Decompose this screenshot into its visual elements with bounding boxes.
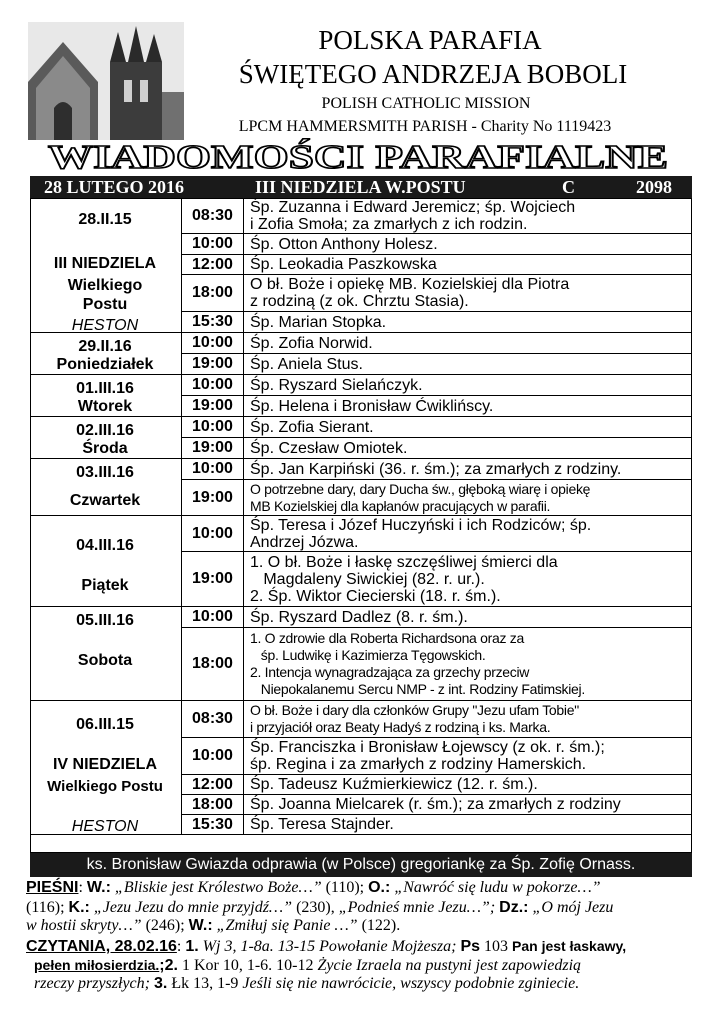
day-date: 04.III.16 [76, 537, 134, 554]
song-entrance-num: (110); [325, 879, 365, 896]
day-cell [30, 459, 182, 516]
intention-line: Śp. Czesław Omiotek. [250, 439, 408, 457]
parish-title-line1: POLSKA PARAFIA [318, 25, 542, 55]
mass-intention [250, 628, 688, 700]
mass-time: 19:00 [182, 552, 244, 606]
mass-time: 18:00 [182, 275, 244, 311]
intention-line: Śp. Ryszard Sielańczyk. [250, 376, 423, 394]
day-label: Wielkiego Postu [47, 778, 163, 795]
song-communion-label: K.: [68, 899, 90, 916]
mass-intention [250, 459, 688, 479]
intention-line: Śp. Zofia Sierant. [250, 418, 374, 436]
day-cell [30, 198, 182, 333]
mass-intention [250, 255, 688, 274]
mass-row [182, 234, 692, 255]
mass-row [182, 312, 692, 333]
mass-time: 08:30 [182, 701, 244, 737]
mass-intention [250, 480, 688, 515]
mass-row [182, 795, 692, 815]
songs-line-2 [26, 899, 613, 917]
songs-label: PIEŚNI [26, 879, 79, 896]
intention-line: MB Kozielskiej dla kapłanów pracujących w parafii. [250, 497, 551, 514]
mass-intention [250, 795, 688, 814]
intention-line: Śp. Marian Stopka. [250, 313, 387, 331]
readings-line-2 [34, 956, 581, 975]
mass-intention [250, 438, 688, 458]
mass-intention [250, 701, 688, 737]
intention-line: Śp. Teresa i Józef Huczyński i ich Rodziców; śp. [250, 516, 592, 534]
intention-line: Śp. Otton Anthony Holesz. [250, 235, 438, 253]
reading2-num: ;2. [159, 957, 178, 974]
song-offertory-label: O.: [368, 879, 391, 896]
psalm-label: Ps [460, 938, 481, 955]
church-image [28, 22, 184, 140]
mass-row [182, 438, 692, 459]
mass-intention [250, 354, 688, 374]
day-date: 05.III.16 [76, 612, 134, 629]
day-date: 02.III.16 [76, 422, 134, 439]
mass-time: 19:00 [182, 396, 244, 416]
reading3-title: Jeśli się nie nawrócicie, wszyscy podobnie zginiecie. [242, 975, 580, 992]
song-entrance: „Bliskie jest Królestwo Boże…” [114, 879, 322, 896]
mass-intention [250, 333, 688, 353]
mass-time: 15:30 [182, 312, 244, 332]
songs-line-3 [26, 917, 400, 935]
mass-row [182, 516, 692, 552]
mass-intention [250, 234, 688, 254]
mass-time: 19:00 [182, 480, 244, 515]
song-thanksgiving-2: w hostii skryty…” [26, 917, 142, 934]
day-label: HESTON [71, 818, 139, 835]
intention-line: z rodziną (z ok. Chrztu Stasia). [250, 293, 469, 310]
day-date: 28.II.15 [78, 211, 132, 228]
intention-line: 2. Śp. Wiktor Ciecierski (18. r. śm.). [250, 587, 501, 605]
mass-time: 10:00 [182, 607, 244, 627]
intention-line: Śp. Ryszard Dadlez (8. r. śm.). [250, 608, 468, 626]
newsletter-banner [44, 138, 672, 178]
intention-line: Śp. Teresa Stajnder. [250, 816, 394, 833]
intention-line: Śp. Aniela Stus. [250, 355, 363, 373]
intention-line: 2. Intencja wynagradzająca za grzechy przeciw [250, 664, 530, 680]
mass-time: 18:00 [182, 628, 244, 700]
mass-row [182, 354, 692, 375]
mass-intention [250, 396, 688, 416]
reading1-ref: Wj 3, 1-8a. 13-15 [202, 938, 316, 955]
mass-row [182, 417, 692, 438]
mass-time: 12:00 [182, 775, 244, 794]
intention-line: i Zofia Smoła; za zmarłych z ich rodzin. [250, 215, 528, 233]
mass-intention [250, 312, 688, 332]
day-cell [30, 701, 182, 835]
intention-line: Śp. Zuzanna i Edward Jeremicz; śp. Wojciech [250, 198, 576, 216]
day-cell [30, 375, 182, 417]
day-date: 03.III.16 [76, 464, 134, 481]
mass-intention [250, 815, 688, 834]
song-communion-num: (230), [296, 899, 335, 916]
mass-intention [250, 607, 688, 627]
mass-row [182, 775, 692, 795]
reading3-num: 3. [153, 975, 168, 992]
day-label: Postu [82, 296, 128, 313]
mass-row [182, 255, 692, 275]
mass-row [182, 396, 692, 417]
mass-time: 10:00 [182, 333, 244, 353]
reading2-title: Życie Izraela na pustyni jest zapowiedzią [317, 957, 582, 974]
mass-intention [250, 375, 688, 395]
day-date: 06.III.15 [76, 716, 134, 733]
song-communion-2: „Podnieś mnie Jezu…”; [338, 899, 496, 916]
mass-intention [250, 198, 688, 233]
mass-time: 19:00 [182, 438, 244, 458]
mass-row [182, 459, 692, 480]
songs-line-1: PIEŚNI: W.: „Bliskie jest Królestwo Boże…” (110); O.: „Nawróć się ludu w pokorze…” [26, 879, 601, 896]
mass-row [182, 375, 692, 396]
intention-line: i przyjaciół oraz Beaty Hadyś z rodziną i ks. Marka. [250, 719, 551, 735]
intention-line: Śp. Zofia Norwid. [250, 334, 373, 352]
intention-line: śp. Ludwikę i Kazimierza Tęgowskich. [250, 647, 486, 663]
song-entrance-label: W.: [86, 879, 111, 896]
notice-band: ks. Bronisław Gwiazda odprawia (w Polsce) gregoriankę za Śp. Zofię Ornass. [30, 853, 692, 877]
bulletin-number: 2098 [636, 177, 672, 197]
song-recessional: „Zmiłuj się Panie …” [216, 917, 358, 934]
day-label: Poniedziałek [56, 356, 154, 373]
intention-line: 1. O zdrowie dla Roberta Richardsona oraz za [250, 630, 524, 646]
intention-line: Niepokalanemu Sercu NMP - z int. Rodziny Fatimskiej. [250, 681, 585, 697]
day-label: III NIEDZIELA [53, 255, 157, 272]
reading2-ref: 1 Kor 10, 1-6. 10-12 [181, 957, 314, 974]
mass-intention [250, 275, 688, 311]
mass-row [182, 815, 692, 835]
mass-row [182, 275, 692, 312]
song-offertory-num: (116); [26, 899, 65, 916]
day-label: Czwartek [69, 492, 141, 509]
mass-row [182, 552, 692, 607]
mass-row [182, 333, 692, 354]
intention-line: O bł. Boże i dary dla członków Grupy "Jezu ufam Tobie" [250, 702, 579, 718]
mass-time: 10:00 [182, 459, 244, 479]
intention-line: Śp. Leokadia Paszkowska [250, 256, 437, 273]
intention-line: Magdaleny Siwickiej (82. r. ur.). [250, 570, 485, 588]
mass-row [182, 607, 692, 628]
day-label: IV NIEDZIELA [52, 756, 157, 773]
mass-row [182, 701, 692, 738]
intention-line: 1. O bł. Boże i łaskę szczęśliwej śmierci dla [250, 553, 558, 571]
readings-line-3 [34, 975, 579, 993]
intention-line: Śp. Helena i Bronisław Ćwiklińscy. [250, 397, 494, 415]
mission-name: POLISH CATHOLIC MISSION [321, 95, 531, 112]
song-thanksgiving-num: (246); [145, 917, 185, 934]
mass-time: 12:00 [182, 255, 244, 274]
bulletin-date: 28 LUTEGO 2016 [44, 177, 185, 197]
mass-time: 10:00 [182, 738, 244, 774]
date-band [30, 176, 692, 198]
intention-line: Śp. Tadeusz Kuźmierkiewicz (12. r. śm.). [250, 776, 538, 793]
mass-schedule [30, 198, 692, 853]
reading1-title: Powołanie Mojżesza; [319, 938, 457, 955]
banner-text: WIADOMOŚCI PARAFIALNE [48, 139, 515, 176]
reading2-title-2: rzeczy przyszłych; [34, 975, 150, 992]
song-communion: „Jezu Jezu do mnie przyjdź…” [93, 899, 293, 916]
mass-time: 10:00 [182, 234, 244, 254]
psalm-text: Pan jest łaskawy, [512, 938, 627, 954]
reading3-ref: Łk 13, 1-9 [171, 975, 239, 992]
day-label: Środa [82, 440, 128, 457]
intention-line: O potrzebne dary, dary Ducha św., głęboką wiarę i opiekę [250, 480, 591, 497]
liturgical-sunday: III NIEDZIELA W.POSTU [255, 177, 466, 197]
mass-row [182, 198, 692, 234]
mass-time: 19:00 [182, 354, 244, 374]
readings-line-1: CZYTANIA, 28.02.16: 1. Wj 3, 1-8a. 13-15 Powołanie Mojżesza; Ps 103 Pan jest łaskawy, [26, 938, 627, 955]
mass-intention [250, 775, 688, 794]
day-label: HESTON [71, 317, 139, 334]
day-label: Wielkiego [67, 277, 143, 294]
mass-time: 15:30 [182, 815, 244, 834]
mass-time: 18:00 [182, 795, 244, 814]
intention-line: Śp. Franciszka i Bronisław Łojewscy (z ok. r. śm.); [250, 739, 605, 756]
mass-time: 08:30 [182, 198, 244, 233]
song-thanksgiving: „O mój Jezu [532, 899, 614, 916]
mass-time: 10:00 [182, 375, 244, 395]
day-label: Wtorek [77, 398, 133, 415]
day-label: Sobota [77, 652, 133, 669]
mass-intention [250, 516, 688, 551]
day-label: Piątek [81, 577, 129, 594]
song-recessional-label: W.: [188, 917, 213, 934]
day-date: 29.II.16 [78, 338, 132, 355]
mass-intention [250, 552, 688, 606]
psalm-text-2: pełen miłosierdzia. [34, 957, 160, 973]
readings-label: CZYTANIA, 28.02.16 [26, 938, 177, 955]
intention-line: Śp. Joanna Mielcarek (r. śm.); za zmarłych z rodziny [250, 796, 621, 813]
day-cell [30, 417, 182, 459]
parish-title-line2: ŚWIĘTEGO ANDRZEJA BOBOLI [238, 59, 628, 89]
day-cell [30, 607, 182, 701]
day-cell [30, 333, 182, 375]
mass-intention [250, 417, 688, 437]
psalm-num: 103 [484, 938, 509, 955]
reading1-num: 1. [185, 938, 199, 955]
song-recessional-num: (122). [361, 917, 401, 934]
day-date: 01.III.16 [76, 380, 134, 397]
mass-intention [250, 738, 688, 774]
mass-time: 10:00 [182, 417, 244, 437]
mass-row [182, 480, 692, 516]
mass-row [182, 738, 692, 775]
intention-line: Andrzej Józwa. [250, 533, 359, 551]
charity-line: LPCM HAMMERSMITH PARISH - Charity No 1119423 [238, 118, 612, 135]
liturgical-cycle: C [562, 177, 575, 197]
day-cell [30, 516, 182, 607]
mass-row [182, 628, 692, 701]
mass-time: 10:00 [182, 516, 244, 551]
intention-line: Śp. Jan Karpiński (36. r. śm.); za zmarłych z rodziny. [250, 460, 622, 478]
intention-line: O bł. Boże i opiekę MB. Kozielskiej dla Piotra [250, 276, 570, 293]
song-offertory: „Nawróć się ludu w pokorze…” [394, 879, 601, 896]
intention-line: śp. Regina i za zmarłych z rodziny Hamerskich. [250, 756, 587, 773]
song-thanksgiving-label: Dz.: [499, 899, 529, 916]
